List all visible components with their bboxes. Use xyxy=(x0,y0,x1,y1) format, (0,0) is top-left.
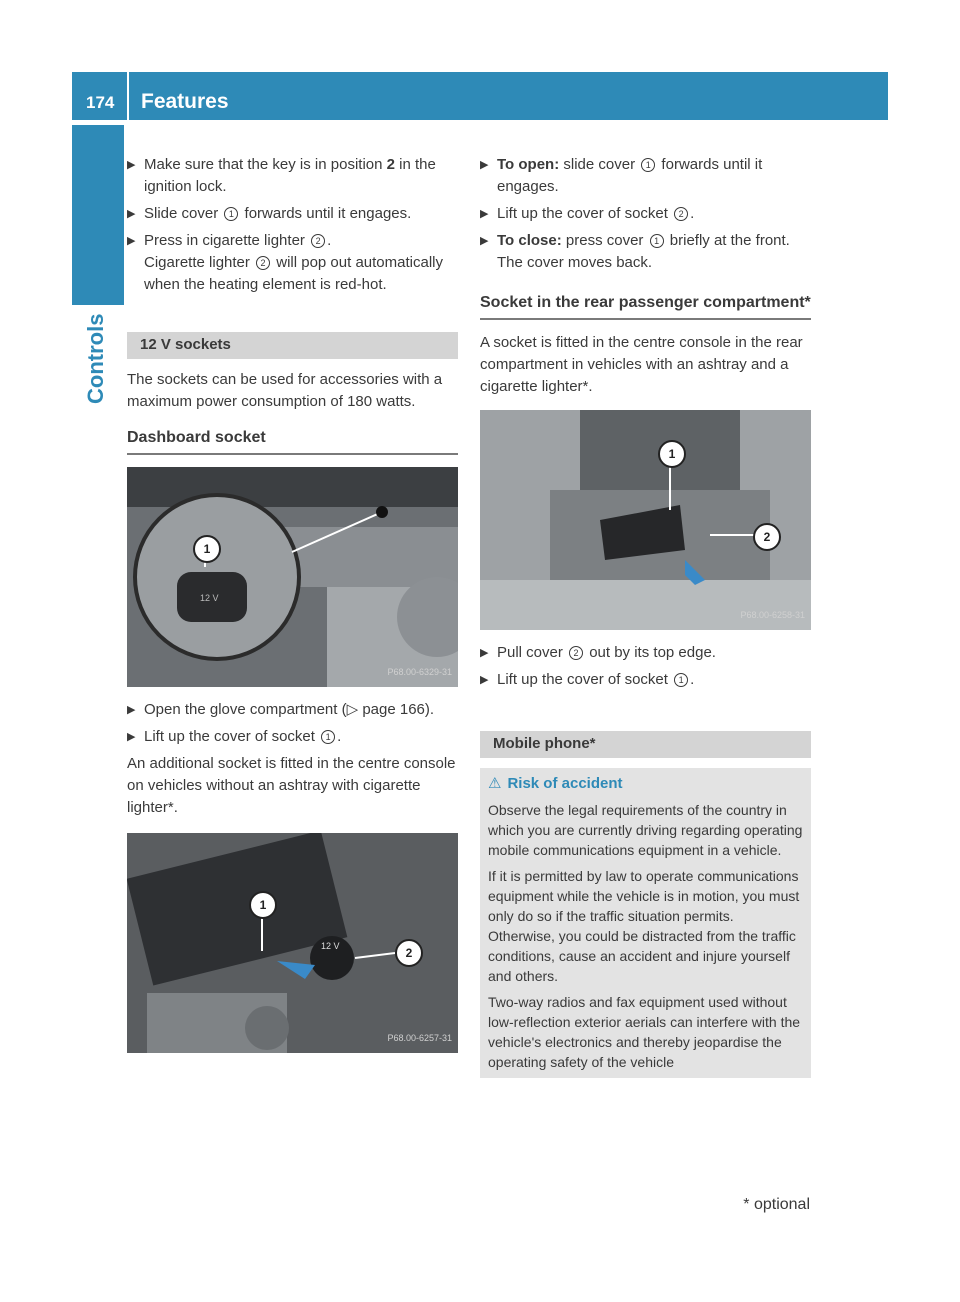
step-arrow-icon: ▶ xyxy=(127,159,136,171)
warning-paragraph: Observe the legal requirements of the country in which you are currently driving regarding operating mobile communications equipment in a vehicle. xyxy=(488,802,803,858)
section-heading-12v-sockets: 12 V sockets xyxy=(127,332,458,359)
page-number: 174 xyxy=(86,93,115,112)
side-tab-block xyxy=(72,125,124,305)
step-arrow-icon: ▶ xyxy=(127,235,136,247)
step-arrow-icon: ▶ xyxy=(127,208,136,220)
right-column xyxy=(480,154,811,1078)
side-tab-label: Controls xyxy=(83,313,108,404)
figure-rear-illustration xyxy=(480,410,811,630)
subheading-rear-socket: Socket in the rear passenger compartment* xyxy=(480,294,811,311)
rear-socket-text: A socket is fitted in the centre console in the rear compartment in vehicles with an ashtray and a cigarette lighter*. xyxy=(480,334,803,395)
figure-code: P68.00-6258-31 xyxy=(740,610,805,620)
step-arrow-icon: ▶ xyxy=(480,674,489,686)
socket-label: 12 V xyxy=(200,593,219,603)
ref-number: 1 xyxy=(674,673,688,687)
callout-2: 2 xyxy=(753,523,781,551)
ref-number: 1 xyxy=(641,158,655,172)
step-item: ▶ Slide cover 1 forwards until it engages. xyxy=(127,203,458,225)
ref-number: 2 xyxy=(674,207,688,221)
callout-1: 1 xyxy=(193,535,221,563)
ref-number: 1 xyxy=(650,234,664,248)
ref-number: 2 xyxy=(569,646,583,660)
warning-triangle-icon: ⚠ xyxy=(488,775,502,792)
warning-paragraph: Two-way radios and fax equipment used without low-reflection exterior aerials can interfere with the vehicle's electronics and thereby jeopardise the operating safety of the vehicle xyxy=(488,994,801,1070)
ref-number: 2 xyxy=(256,256,270,270)
step-arrow-icon: ▶ xyxy=(480,647,489,659)
step-arrow-icon: ▶ xyxy=(127,731,136,743)
warning-box xyxy=(480,768,811,1078)
step-item: ▶ Lift up the cover of socket 1 . xyxy=(127,726,458,748)
ref-number: 2 xyxy=(311,234,325,248)
step-arrow-icon: ▶ xyxy=(480,208,489,220)
step-item: ▶ Make sure that the key is in position 2 in the ignition lock. xyxy=(127,156,436,195)
footer-note: * optional xyxy=(743,1196,810,1213)
figure-console-socket xyxy=(127,833,458,1053)
section-text: The sockets can be used for accessories with a maximum power consumption of 180 watts. xyxy=(127,371,443,410)
callout-2: 2 xyxy=(395,939,423,967)
page-ref-icon: ▷ xyxy=(346,701,359,718)
warning-title: ⚠ Risk of accident xyxy=(488,775,623,792)
subheading-rule xyxy=(127,453,458,455)
step-item: ▶ Lift up the cover of socket 1 . xyxy=(480,669,811,691)
step-item: ▶ To close: press cover 1 briefly at the front. The cover moves back. xyxy=(480,232,790,271)
figure-dashboard-socket xyxy=(127,467,458,687)
additional-socket-text: An additional socket is fitted in the centre console on vehicles without an ashtray with cigarette lighter*. xyxy=(127,755,456,816)
figure-code: P68.00-6329-31 xyxy=(387,667,452,677)
step-arrow-icon: ▶ xyxy=(480,159,489,171)
ref-number: 1 xyxy=(224,207,238,221)
figure-code: P68.00-6257-31 xyxy=(387,1033,452,1043)
socket-label: 12 V xyxy=(321,941,340,951)
figure-rear-socket xyxy=(480,410,811,630)
step-item: ▶ Pull cover 2 out by its top edge. xyxy=(480,642,811,664)
section-heading-mobile-phone: Mobile phone* xyxy=(480,731,811,758)
page-title: Features xyxy=(141,90,229,113)
step-item: ▶ To open: slide cover 1 forwards until it engages. xyxy=(480,156,763,195)
header-divider xyxy=(127,72,129,120)
subheading-rule xyxy=(480,318,811,320)
warning-paragraph: If it is permitted by law to operate communications equipment while the vehicle is in motion, you must only do so if the traffic situation permits. Otherwise, you could be distracted from the traffic conditions, cause an accident and injure yourself and others. xyxy=(488,868,800,984)
step-item: ▶ Press in cigarette lighter 2 . Cigarette lighter 2 will pop out automatically when the heating element is red-hot. xyxy=(127,232,443,293)
ref-number: 1 xyxy=(321,730,335,744)
step-item: ▶ Lift up the cover of socket 2 . xyxy=(480,203,811,225)
callout-1: 1 xyxy=(249,891,277,919)
subheading-dashboard-socket: Dashboard socket xyxy=(127,429,266,446)
figure-dashboard-illustration xyxy=(127,467,458,687)
step-arrow-icon: ▶ xyxy=(127,704,136,716)
callout-1: 1 xyxy=(658,440,686,468)
left-column xyxy=(127,154,458,1065)
step-arrow-icon: ▶ xyxy=(480,235,489,247)
step-item: ▶ Open the glove compartment (▷ page 166). xyxy=(127,699,458,721)
